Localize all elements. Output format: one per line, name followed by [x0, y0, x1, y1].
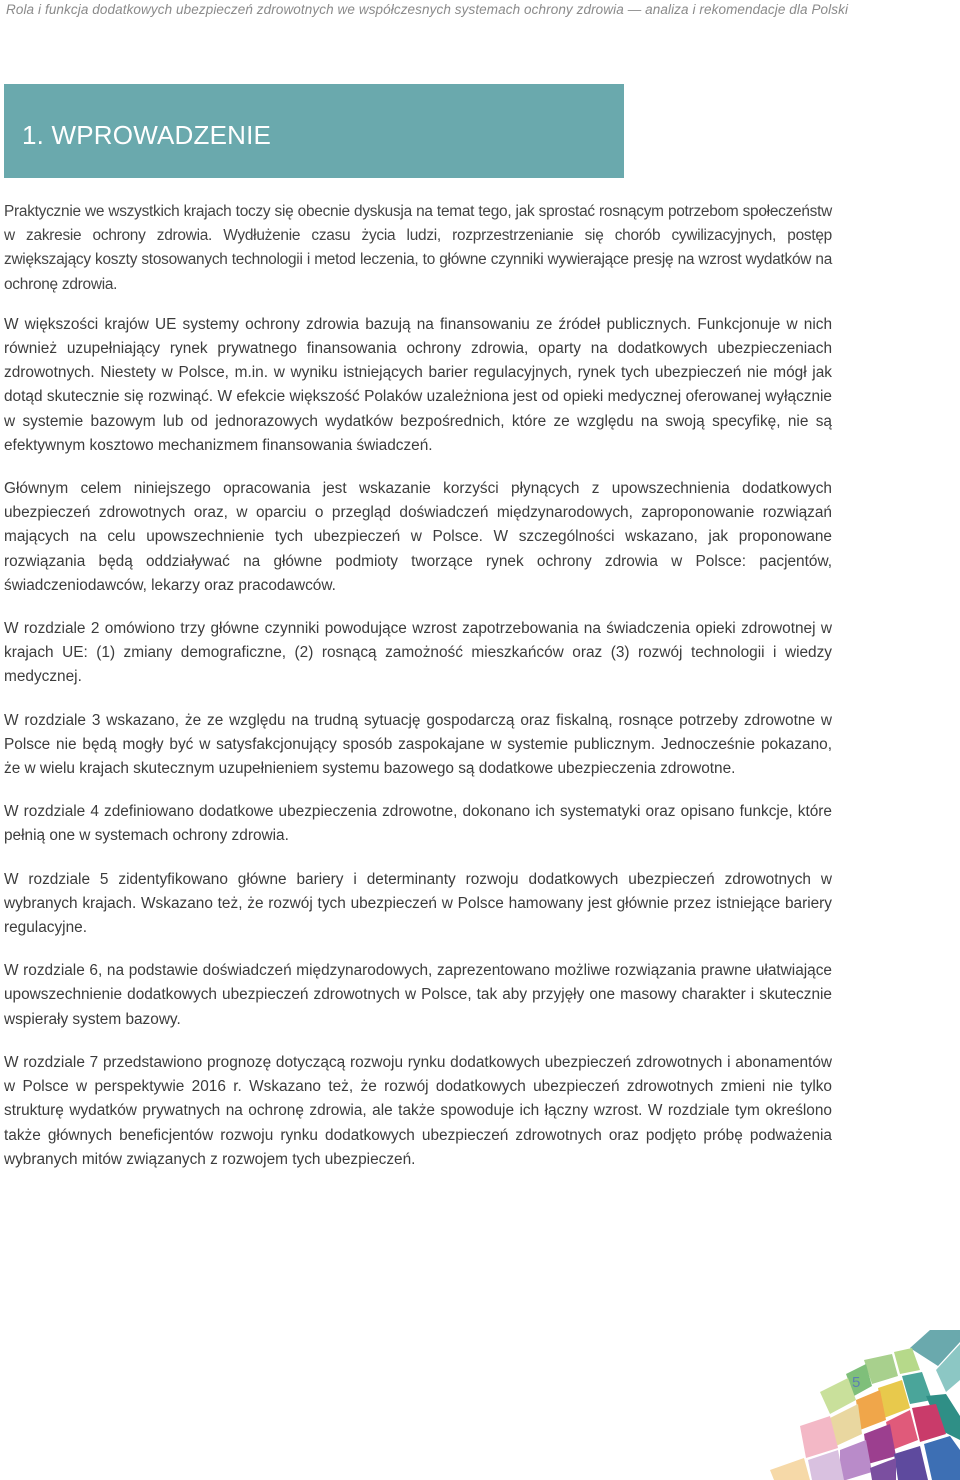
paragraph: W rozdziale 3 wskazano, że ze względu na trudną sytuację gospodarczą oraz fiskalną, rosnące potrzeby zdrowotne w Polsce nie będą mogły być w satysfakcjonujący sposób zaspokajane w systemie publicznym. Jednocześnie pokazano, że w wielu krajach skutecznym uzupełnieniem systemu bazowego są dodatkowe ubezpieczenia zdrowotne. — [4, 711, 832, 778]
paragraph: W rozdziale 6, na podstawie doświadczeń międzynarodowych, zaprezentowano możliwe rozwiązania prawne ułatwiające upowszechnienie dodatkowych ubezpieczeń zdrowotnych w Polsce, tak aby przyjęły one masowy charakter i skutecznie wspierały system bazowy. — [4, 962, 832, 1028]
running-header: Rola i funkcja dodatkowych ubezpieczeń zdrowotnych we współczesnych systemach ochrony zdrowia — analiza i rekomendacje dla Polski — [6, 2, 849, 17]
paragraph: W rozdziale 5 zidentyfikowano główne bariery i determinanty rozwoju dodatkowych ubezpieczeń zdrowotnych w wybranych krajach. Wskazano też, że rozwój tych ubezpieczeń w Polsce hamowany jest głównie przez istniejące bariery regulacyjne. — [4, 870, 832, 937]
paragraph: W rozdziale 2 omówiono trzy główne czynniki powodujące wzrost zapotrzebowania na świadczenia opieki zdrowotnej w krajach UE: (1) zmiany demograficzne, (2) rosnącą zamożność mieszkańców oraz (3) rozwój technologii i wiedzy medycznej. — [4, 620, 832, 686]
section-heading-bar — [4, 84, 624, 178]
body-text — [4, 200, 832, 1191]
paragraph: W większości krajów UE systemy ochrony zdrowia bazują na finansowaniu ze źródeł publicznych. Funkcjonuje w nich również uzupełniający rynek prywatnego finansowania ochrony zdrowia, oparty na dodatkowych ubezpieczeniach zdrowotnych. Niestety w Polsce, m.in. w wyniku istniejących barier regulacyjnych, rynek tych ubezpieczeń nie mógł jak dotąd skutecznie się rozwinąć. W efekcie większość Polaków uzależniona jest od opieki medycznej oferowanej wyłącznie w systemie bazowym lub od jednorazowych wydatków bezpośrednich, które ze względu na swoją specyfikę, nie są efektywnym kosztowo mechanizmem finansowania świadczeń. — [4, 315, 832, 454]
decorative-mosaic — [760, 1330, 960, 1480]
page-number: 5 — [852, 1374, 861, 1391]
section-title: 1. WPROWADZENIE — [22, 120, 272, 150]
paragraph: W rozdziale 4 zdefiniowano dodatkowe ubezpieczenia zdrowotne, dokonano ich systematyki oraz opisano funkcje, które pełnią one w systemach ochrony zdrowia. — [4, 803, 832, 845]
paragraph: Głównym celem niniejszego opracowania jest wskazanie korzyści płynących z upowszechnienia dodatkowych ubezpieczeń zdrowotnych oraz, w oparciu o przegląd doświadczeń międzynarodowych, zaproponowanie rozwiązań mających na celu upowszechnienie tych ubezpieczeń w Polsce. W szczególności wskazano, jak proponowane rozwiązania będą oddziaływać na główne podmioty tworzące rynek ochrony zdrowia w Polsce: pacjentów, świadczeniodawców, lekarzy oraz pracodawców. — [4, 480, 832, 594]
paragraph-intro: Praktycznie we wszystkich krajach toczy się obecnie dyskusja na temat tego, jak sprostać rosnącym potrzebom społeczeństw w zakresie ochrony zdrowia. Wydłużenie czasu życia ludzi, rozprzestrzenianie się chorób cywilizacyjnych, postęp zwiększający koszty stosowanych technologii i metod leczenia, to główne czynniki wywierające presję na wzrost wydatków na ochronę zdrowia. — [4, 203, 832, 293]
paragraph: W rozdziale 7 przedstawiono prognozę dotyczącą rozwoju rynku dodatkowych ubezpieczeń zdrowotnych i abonamentów w Polsce w perspektywie 2016 r. Wskazano też, że rozwój dodatkowych ubezpieczeń zdrowotnych zmieni nie tylko strukturę wydatków prywatnych na ochronę zdrowia, ale także spowoduje ich łączny wzrost. W rozdziale tym określono także głównych beneficjentów rozwoju rynku dodatkowych ubezpieczeń zdrowotnych oraz podjęto próbę podważenia wybranych mitów związanych z rozwojem tych ubezpieczeń. — [4, 1053, 832, 1168]
